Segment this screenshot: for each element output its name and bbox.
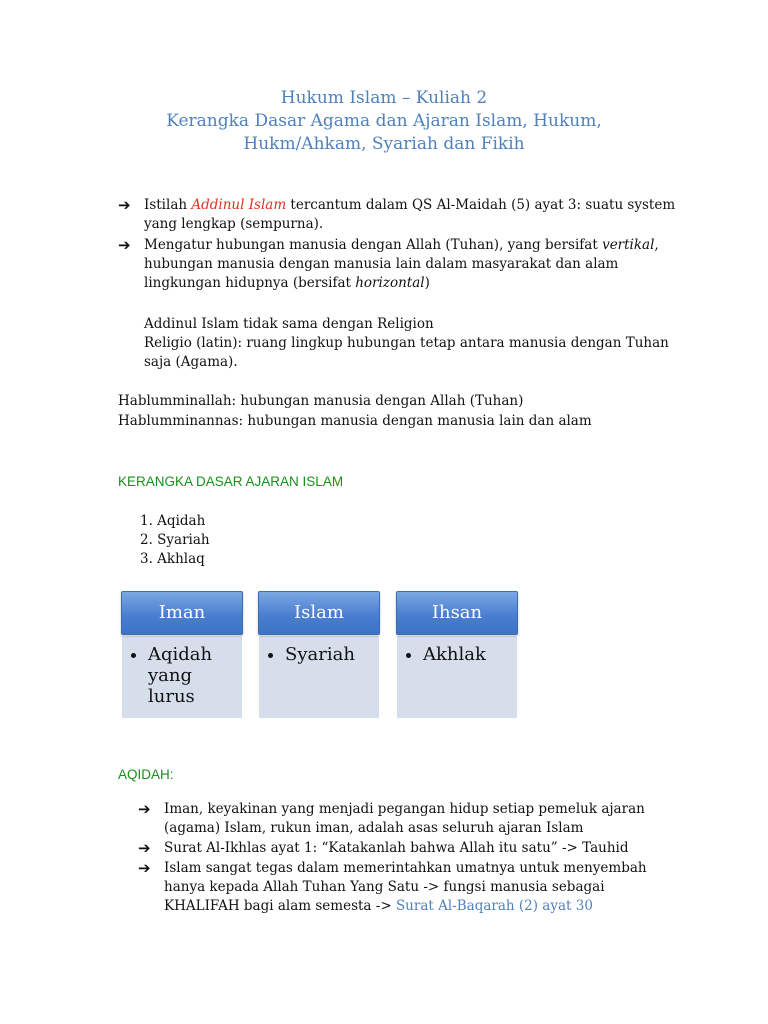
note-line-2: Religio (latin): ruang lingkup hubungan tetap antara manusia dengan Tuhan [144, 335, 669, 351]
list-item: 2. Syariah [140, 532, 210, 548]
aqidah-item-1: ➔ Iman, keyakinan yang menjadi pegangan hidup setiap pemeluk ajaran (agama) Islam, rukun iman, adalah asas seluruh ajaran Islam [138, 800, 645, 836]
surat-al-baqarah-link[interactable]: Surat Al-Baqarah (2) ayat 30 [395, 898, 593, 914]
list-item: 1. Aqidah [140, 513, 206, 529]
panel-iman [122, 636, 242, 718]
aqidah-heading: AQIDAH: [118, 767, 174, 782]
arrow-icon: ➔ [138, 800, 151, 818]
intro-item-2: ➔ Mengatur hubungan manusia dengan Allah (Tuhan), yang bersifat vertikal, hubungan manusia dengan manusia lain dalam masyarakat dan alam lingkungan hidupnya (bersifat horizontal) [118, 236, 659, 291]
note-line-1: Addinul Islam tidak sama dengan Religion [144, 316, 434, 332]
addinul-islam-highlight: Addinul Islam [191, 197, 287, 213]
arrow-icon: ➔ [118, 236, 131, 254]
panel-bullet: • Akhlak [423, 644, 517, 665]
aqidah-item-2: ➔ Surat Al-Ikhlas ayat 1: “Katakanlah bahwa Allah itu satu” -> Tauhid [138, 839, 629, 857]
arrow-icon: ➔ [118, 196, 131, 214]
aqidah-item-3: ➔ Islam sangat tegas dalam memerintahkan umatnya untuk menyembah hanya kepada Allah Tuhan Yang Satu -> fungsi manusia sebagai KHALIFAH bagi alam semesta -> Surat Al-Baqarah (2) ayat 30 [138, 859, 647, 914]
arrow-icon: ➔ [138, 839, 151, 857]
box-islam: Islam [258, 591, 380, 635]
title-line-2: Kerangka Dasar Agama dan Ajaran Islam, Hukum, [166, 111, 602, 131]
arrow-icon: ➔ [138, 859, 151, 877]
title-line-3: Hukm/Ahkam, Syariah dan Fikih [243, 134, 525, 154]
panel-ihsan [397, 636, 517, 718]
panel-bullet: • Aqidah yang lurus [148, 644, 242, 707]
title-line-1: Hukum Islam – Kuliah 2 [280, 88, 488, 108]
box-iman: Iman [121, 591, 243, 635]
hablumminallah: Hablumminallah: hubungan manusia dengan Allah (Tuhan) [118, 393, 524, 409]
panel-bullet: • Syariah [285, 644, 379, 665]
list-item: 3. Akhlaq [140, 551, 205, 567]
panel-islam [259, 636, 379, 718]
kerangka-heading: KERANGKA DASAR AJARAN ISLAM [118, 474, 344, 489]
box-ihsan: Ihsan [396, 591, 518, 635]
note-line-3: saja (Agama). [144, 354, 238, 370]
hablumminannas: Hablumminannas: hubungan manusia dengan manusia lain dan alam [118, 413, 592, 429]
intro-item-1: ➔ Istilah Addinul Islam tercantum dalam QS Al-Maidah (5) ayat 3: suatu system yang lengkap (sempurna). [118, 196, 676, 232]
